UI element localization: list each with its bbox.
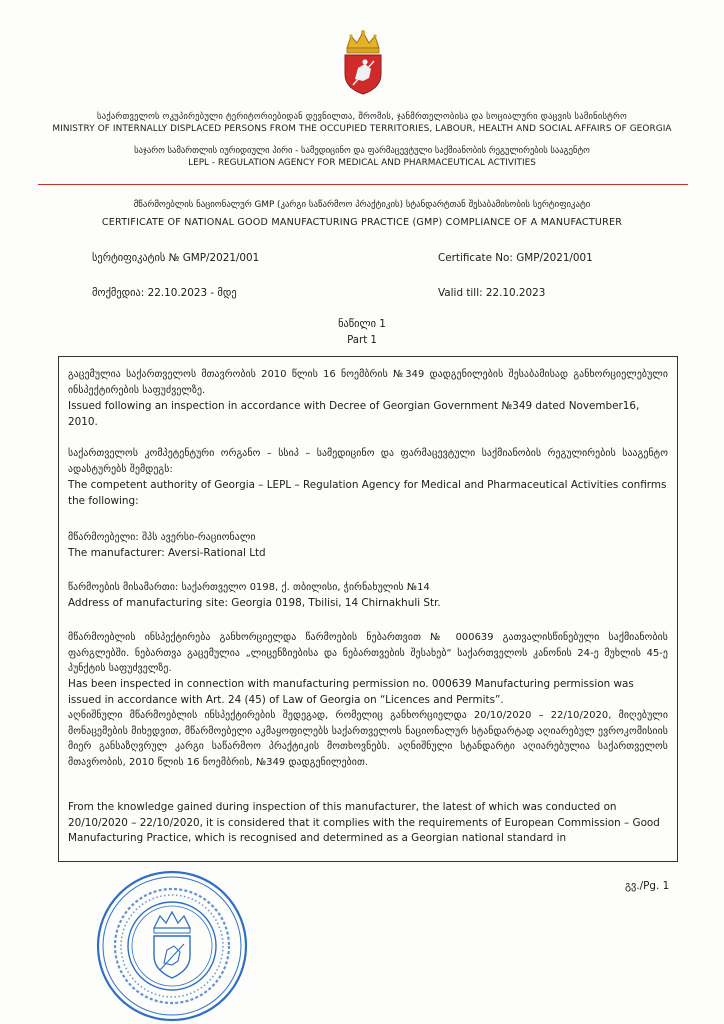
body-paragraph-1-ka: გაცემულია საქართველოს მთავრობის 2010 წლის 16 ნოემბრის №349 დადგენილების შესაბამისად განხორციელებული ინსპექტირების საფუძველზე. <box>68 369 668 396</box>
certificate-number-en: Certificate No: GMP/2021/001 <box>438 252 593 264</box>
compliance-paragraph-ka: აღნიშნული მწარმოებლის ინსპექტირების შედეგად, რომელიც განხორციელდა 20/10/2020 – 22/10/2020, მიღებული მონაცემების მიხედვით, მწარმოებელი აკმაყოფილებს საქართველოს ნაციონალურ სტანდარტად აღიარებულ ევროკომისიის მიერ განსაზღვრულ კარგი საწარმოო პრაქტიკის მოთხოვნებს. აღნიშნული სტანდარტი აღიარებულია საქართველოს მთავრობის, 2010 წლის 16 ნოემბრის, №349 დადგენილებით. <box>68 710 668 768</box>
agency-name-en: LEPL - REGULATION AGENCY FOR MEDICAL AND PHARMACEUTICAL ACTIVITIES <box>188 158 536 168</box>
certificate-title-ka: მწარმოებლის ნაციონალურ GMP (კარგი საწარმოო პრაქტიკის) სტანდარტთან შესაბამისობის სერტიფიკატი <box>133 200 591 210</box>
ministry-name-ka: საქართველოს ოკუპირებული ტერიტორიებიდან დევნილთა, შრომის, ჯანმრთელობისა და სოციალური დაცვის სამინისტრო <box>97 112 627 122</box>
agency-name-ka: საჯარო სამართლის იურიდიული პირი - სამედიცინო და ფარმაცევტული საქმიანობის რეგულირების სააგენტო <box>134 146 590 156</box>
valid-till-ka: მოქმედია: 22.10.2023 - მდე <box>92 287 237 299</box>
inspection-paragraph-en: Has been inspected in connection with manufacturing permission no. 000639 Manufacturing permission was issued in accordance with Art. 24 (45) of Law of Georgia on “Licences and Permits”. <box>68 678 634 706</box>
ministry-name-en: MINISTRY OF INTERNALLY DISPLACED PERSONS FROM THE OCCUPIED TERRITORIES, LABOUR, HEALTH AND SOCIAL AFFAIRS OF GEORGIA <box>52 124 672 134</box>
certificate-title-en: CERTIFICATE OF NATIONAL GOOD MANUFACTURING PRACTICE (GMP) COMPLIANCE OF A MANUFACTURER <box>101 217 623 228</box>
body-paragraph-1-en: Issued following an inspection in accordance with Decree of Georgian Government №349 dated November16, 2010. <box>68 400 640 428</box>
page-number: გვ./Pg. 1 <box>625 880 670 892</box>
part-heading-en: Part 1 <box>347 335 377 346</box>
manufacturer-ka: მწარმოებელი: შპს ავერსი-რაციონალი <box>68 532 256 543</box>
site-address-ka: წარმოების მისამართი: საქართველო 0198, ქ. თბილისი, ჭირნახულის №14 <box>68 582 430 593</box>
certificate-number-ka: სერტიფიკატის № GMP/2021/001 <box>92 252 260 264</box>
valid-till-en: Valid till: 22.10.2023 <box>438 287 546 299</box>
compliance-paragraph-en: From the knowledge gained during inspection of this manufacturer, the latest of which was conducted on 20/10/2020 – 22/10/2020, it is considered that it complies with the requirements of European Commission – Good Manufacturing Practice, which is recognised and determined as a Georgian national standard in <box>68 801 660 844</box>
manufacturer-en: The manufacturer: Aversi-Rational Ltd <box>68 547 266 559</box>
official-seal-stamp <box>94 868 250 1024</box>
body-paragraph-2-en: The competent authority of Georgia – LEPL – Regulation Agency for Medical and Pharmaceutical Activities confirms the following: <box>68 479 667 507</box>
coat-of-arms-icon <box>338 28 388 96</box>
header-divider <box>38 184 688 185</box>
site-address-en: Address of manufacturing site: Georgia 0198, Tbilisi, 14 Chirnakhuli Str. <box>68 597 441 609</box>
inspection-paragraph-ka: მწარმოებლის ინსპექტირება განხორციელდა წარმოების ნებართვით № 000639 გათვალისწინებული საქმიანობის ფარგლებში. ნებართვა გაცემულია „ლიცენზიებისა და ნებართვების შესახებ“ საქართველოს კანონის 24-ე მუხლის 45-ე პუნქტის საფუძველზე. <box>68 632 668 674</box>
body-paragraph-2-ka: საქართველოს კომპეტენტური ორგანო – სსიპ – სამედიცინო და ფარმაცევტული საქმიანობის რეგულირების სააგენტო ადასტურებს შემდეგს: <box>68 448 668 475</box>
part-heading-ka: ნაწილი 1 <box>338 318 386 330</box>
